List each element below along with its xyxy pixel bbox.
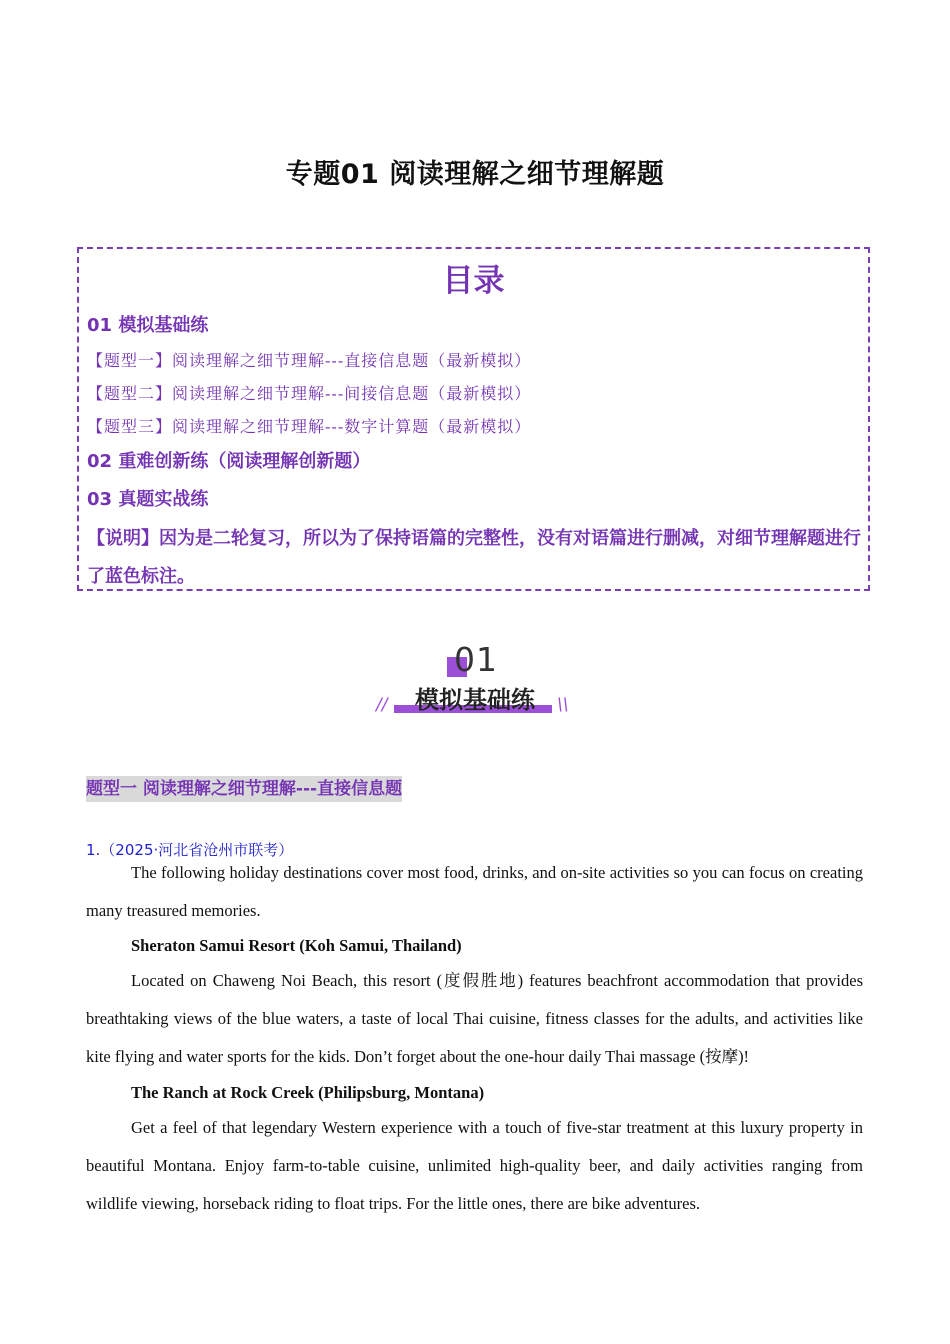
banner-number: 01 <box>454 640 498 679</box>
type-heading: 题型一 阅读理解之细节理解---直接信息题 <box>86 776 402 802</box>
toc-section-2: 02 重难创新练（阅读理解创新题） <box>87 451 371 472</box>
toc-section-3: 03 真题实战练 <box>87 489 209 510</box>
banner-slash-left: // <box>376 695 388 715</box>
place-1-title: Sheraton Samui Resort (Koh Samui, Thailand) <box>131 936 462 955</box>
table-of-contents <box>77 247 870 591</box>
banner-label: 模拟基础练 <box>415 686 535 714</box>
section-banner <box>370 640 580 724</box>
place-1-text: Located on Chaweng Noi Beach, this resort (度假胜地) features beachfront accommodation that provides breathtaking views of the blue waters, a taste of local Thai cuisine, fitness classes for the adults, and activities like kite flying and water sports for the kids. Don’t forget about the one-hour daily Thai massage (按摩)! <box>86 971 863 1066</box>
passage-intro: The following holiday destinations cover most food, drinks, and on-site activities so you can focus on creating many treasured memories. <box>86 863 863 920</box>
place-2-text: Get a feel of that legendary Western experience with a touch of five-star treatment at this luxury property in beautiful Montana. Enjoy farm-to-table cuisine, unlimited high-quality beer, and daily activities ranging from wildlife viewing, horseback riding to float trips. For the little ones, there are bike adventures. <box>86 1118 863 1213</box>
toc-section-1: 01 模拟基础练 <box>87 315 209 336</box>
document-title: 专题01 阅读理解之细节理解题 <box>285 159 665 190</box>
toc-note: 【说明】因为是二轮复习，所以为了保持语篇的完整性，没有对语篇进行删减，对细节理解题进行了蓝色标注。 <box>87 528 861 587</box>
question-source: 1.（2025·河北省沧州市联考） <box>86 841 294 859</box>
toc-type-3: 【题型三】阅读理解之细节理解---数字计算题（最新模拟） <box>87 417 532 436</box>
toc-type-1: 【题型一】阅读理解之细节理解---直接信息题（最新模拟） <box>87 351 532 370</box>
toc-type-2: 【题型二】阅读理解之细节理解---间接信息题（最新模拟） <box>87 384 532 403</box>
banner-slash-right: \\ <box>557 695 569 715</box>
place-2-title: The Ranch at Rock Creek (Philipsburg, Montana) <box>131 1083 485 1102</box>
toc-heading: 目录 <box>442 263 505 299</box>
